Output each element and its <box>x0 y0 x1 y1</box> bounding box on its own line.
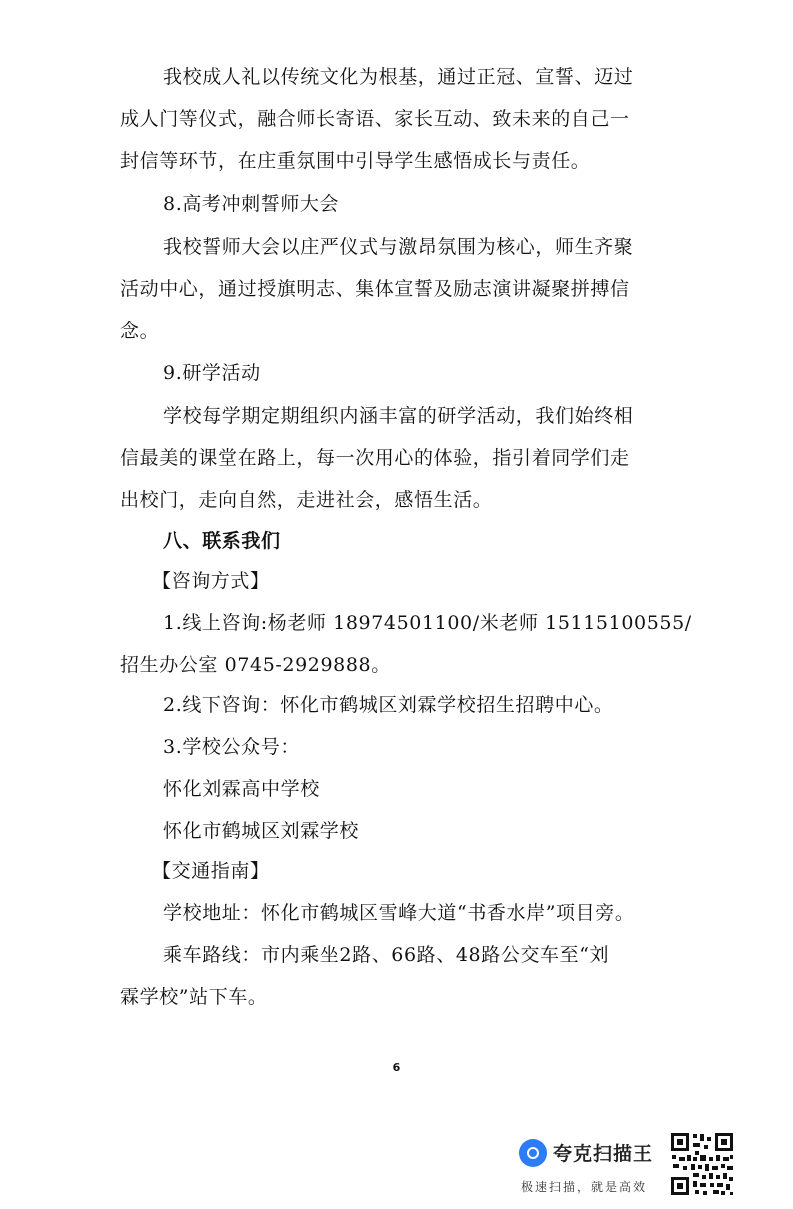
contact-line: 3.学校公众号： <box>163 736 300 758</box>
paragraph-line: 成人门等仪式，融合师长寄语、家长互动、致未来的自己一 <box>120 108 630 130</box>
route-line: 霖学校”站下车。 <box>120 986 268 1008</box>
watermark-slogan: 极速扫描，就是高效 <box>521 1180 648 1194</box>
paragraph-line: 我校誓师大会以庄严仪式与激昂氛围为核心，师生齐聚 <box>163 236 634 258</box>
qr-code-icon <box>669 1131 735 1197</box>
scanner-watermark <box>519 1131 737 1201</box>
contact-line: 2.线下咨询：怀化市鹤城区刘霖学校招生招聘中心。 <box>163 694 614 716</box>
paragraph-line: 学校每学期定期组织内涵丰富的研学活动，我们始终相 <box>163 405 634 427</box>
quark-logo-icon <box>519 1139 547 1167</box>
chapter-heading: 八、联系我们 <box>163 530 281 552</box>
paragraph-line: 封信等环节，在庄重氛围中引导学生感悟成长与责任。 <box>120 150 591 172</box>
paragraph-line: 念。 <box>120 320 160 342</box>
watermark-brand: 夸克扫描王 <box>553 1143 654 1165</box>
account-name: 怀化市鹤城区刘霖学校 <box>163 820 360 842</box>
paragraph-line: 出校门，走向自然，走进社会，感悟生活。 <box>120 489 493 511</box>
address-line: 学校地址：怀化市鹤城区雪峰大道“书香水岸”项目旁。 <box>163 902 635 924</box>
subsection-heading: 【咨询方式】 <box>152 570 270 592</box>
section-heading: 8.高考冲刺誓师大会 <box>163 193 340 215</box>
route-line: 乘车路线：市内乘坐2路、66路、48路公交车至“刘 <box>163 944 610 966</box>
paragraph-line: 我校成人礼以传统文化为根基，通过正冠、宣誓、迈过 <box>163 66 634 88</box>
paragraph-line: 活动中心，通过授旗明志、集体宣誓及励志演讲凝聚拼搏信 <box>120 278 630 300</box>
contact-line: 招生办公室 0745-2929888。 <box>120 654 391 676</box>
section-heading: 9.研学活动 <box>163 362 261 384</box>
paragraph-line: 信最美的课堂在路上，每一次用心的体验，指引着同学们走 <box>120 447 630 469</box>
contact-line: 1.线上咨询:杨老师 18974501100/米老师 15115100555/ <box>163 612 692 634</box>
subsection-heading: 【交通指南】 <box>152 860 270 882</box>
account-name: 怀化刘霖高中学校 <box>163 778 320 800</box>
page-number: 6 <box>392 1061 401 1074</box>
